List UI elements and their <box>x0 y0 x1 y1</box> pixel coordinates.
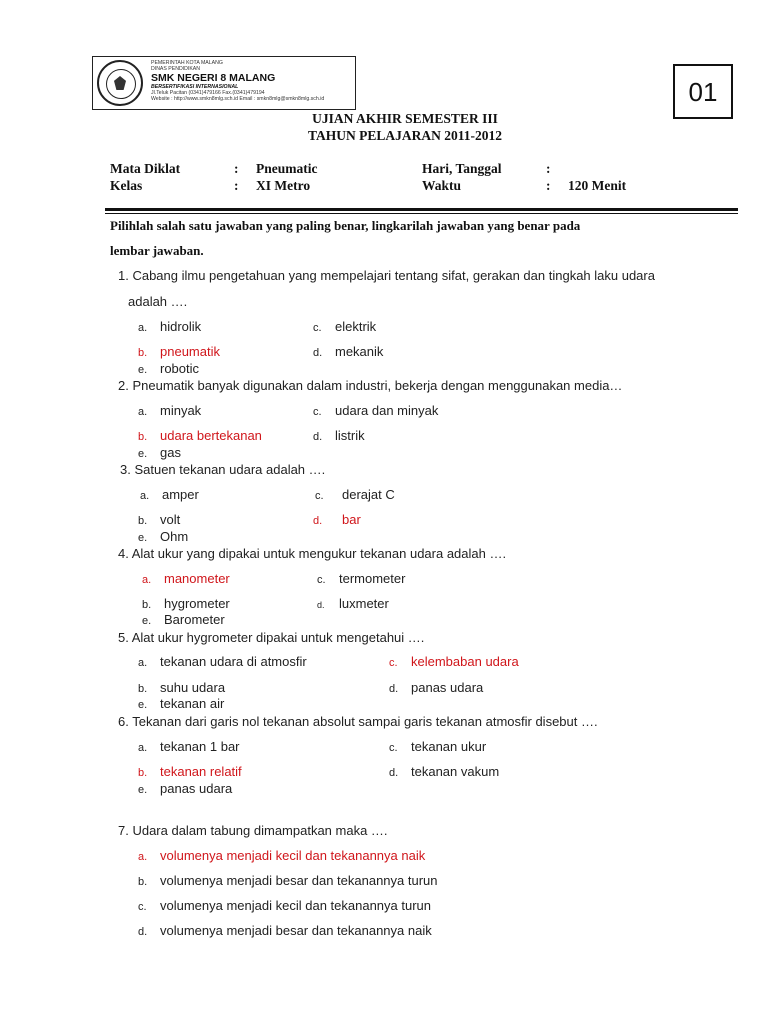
instruction-line: Pilihlah salah satu jawaban yang paling benar, lingkarilah jawaban yang benar pada <box>110 218 581 233</box>
option-letter: b. <box>138 515 148 527</box>
exam-title: UJIAN AKHIR SEMESTER III <box>312 111 498 126</box>
school-logo-icon <box>97 60 143 106</box>
waktu-colon: : <box>546 178 551 193</box>
question-7-text: 7. Udara dalam tabung dimampatkan maka …. <box>118 823 388 838</box>
hari-tanggal-colon: : <box>546 161 551 176</box>
option-letter: e. <box>138 784 148 796</box>
option-letter: c. <box>317 574 326 586</box>
option-letter: a. <box>140 490 150 502</box>
question-3-text: 3. Satuen tekanan udara adalah …. <box>120 462 326 477</box>
letterhead <box>92 56 356 110</box>
option-letter: b. <box>138 683 148 695</box>
option-letter: d. <box>138 926 148 938</box>
option-text: mekanik <box>335 344 384 359</box>
q3-option-a[interactable] <box>140 487 199 502</box>
option-text: udara dan minyak <box>335 403 439 418</box>
question-6-text: 6. Tekanan dari garis nol tekanan absolut sampai garis tekanan atmosfir disebut …. <box>118 714 598 729</box>
option-text: pneumatik <box>160 344 220 359</box>
divider-thin <box>105 213 738 214</box>
q4-option-e[interactable] <box>142 612 225 627</box>
option-letter: c. <box>315 490 324 502</box>
q6-option-a[interactable] <box>138 739 240 754</box>
option-letter: e. <box>138 364 148 376</box>
q2-option-a[interactable] <box>138 403 201 418</box>
option-letter: d. <box>313 431 323 443</box>
mata-diklat-colon: : <box>234 161 239 176</box>
q3-option-e[interactable] <box>138 529 188 544</box>
waktu-label: Waktu <box>422 178 462 193</box>
option-letter: d. <box>313 347 323 359</box>
option-letter: a. <box>142 574 152 586</box>
option-text: hygrometer <box>164 596 230 611</box>
q5-option-b[interactable] <box>138 680 225 695</box>
option-text: Barometer <box>164 612 225 627</box>
hari-tanggal-label: Hari, Tanggal <box>422 161 502 176</box>
question-1-text: 1. Cabang ilmu pengetahuan yang mempelajari tentang sifat, gerakan dan tingkah laku udara <box>118 268 655 283</box>
option-text: tekanan vakum <box>411 764 500 779</box>
option-letter: c. <box>389 657 398 669</box>
address-text: Jl.Teluk Pacitan (0341)479166 Fax.(0341)479194 <box>151 90 265 96</box>
q2-option-b-answer[interactable] <box>138 428 262 443</box>
option-text: tekanan air <box>160 696 225 711</box>
option-letter: b. <box>138 767 148 779</box>
letterhead-text <box>151 60 355 102</box>
q3-option-d-answer[interactable] <box>313 512 361 527</box>
q2-option-d[interactable] <box>313 428 365 443</box>
q4-option-b[interactable] <box>142 596 230 611</box>
kelas-colon: : <box>234 178 239 193</box>
option-letter: c. <box>313 406 322 418</box>
option-text: volumenya menjadi kecil dan tekanannya naik <box>160 848 426 863</box>
option-letter: d. <box>317 600 325 610</box>
option-letter: b. <box>138 876 148 888</box>
option-text: termometer <box>339 571 406 586</box>
question-1-text-cont: adalah …. <box>128 294 188 309</box>
option-letter: e. <box>138 448 148 460</box>
q1-option-d[interactable] <box>313 344 383 359</box>
option-letter: c. <box>313 322 322 334</box>
q1-option-c[interactable] <box>313 319 376 334</box>
option-letter: a. <box>138 406 148 418</box>
letterhead-line: DINAS PENDIDIKAN <box>151 66 201 72</box>
option-text: suhu udara <box>160 680 226 695</box>
option-letter: b. <box>138 347 148 359</box>
option-letter: e. <box>138 532 148 544</box>
option-text: gas <box>160 445 181 460</box>
option-text: hidrolik <box>160 319 202 334</box>
option-text: Ohm <box>160 529 189 544</box>
option-text: volumenya menjadi besar dan tekanannya turun <box>160 873 438 888</box>
option-letter: d. <box>389 683 399 695</box>
option-text: volumenya menjadi besar dan tekanannya naik <box>160 923 432 938</box>
mata-diklat-value: Pneumatic <box>256 161 318 176</box>
option-text: manometer <box>164 571 230 586</box>
q5-option-c-answer[interactable] <box>389 654 519 669</box>
option-text: listrik <box>335 428 365 443</box>
q1-option-a[interactable] <box>138 319 201 334</box>
q3-option-c[interactable] <box>315 487 395 502</box>
option-text: tekanan udara di atmosfir <box>160 654 307 669</box>
option-text: derajat C <box>342 487 395 502</box>
kelas-label: Kelas <box>110 178 143 193</box>
q6-option-d[interactable] <box>389 764 499 779</box>
q5-option-d[interactable] <box>389 680 483 695</box>
q6-option-e[interactable] <box>138 781 232 796</box>
q5-option-a[interactable] <box>138 654 307 669</box>
option-text: udara bertekanan <box>160 428 262 443</box>
q7-option-a-answer[interactable] <box>138 848 425 863</box>
q7-option-d[interactable] <box>138 923 432 938</box>
option-text: tekanan relatif <box>160 764 242 779</box>
q4-option-a-answer[interactable] <box>142 571 230 586</box>
q7-option-b[interactable] <box>138 873 438 888</box>
q7-option-c[interactable] <box>138 898 431 913</box>
option-letter: a. <box>138 657 148 669</box>
option-letter: c. <box>389 742 398 754</box>
option-text: tekanan 1 bar <box>160 739 240 754</box>
exam-code-box: 01 <box>673 64 733 119</box>
q4-option-c[interactable] <box>317 571 405 586</box>
option-letter: d. <box>313 515 323 527</box>
option-text: amper <box>162 487 199 502</box>
option-text: luxmeter <box>339 596 389 611</box>
option-text: volumenya menjadi kecil dan tekanannya turun <box>160 898 432 913</box>
option-letter: b. <box>142 599 152 611</box>
option-letter: e. <box>142 615 152 627</box>
q1-option-e[interactable] <box>138 361 199 376</box>
option-text: kelembaban udara <box>411 654 519 669</box>
certification-text: BERSERTIFIKASI INTERNASIONAL <box>151 84 239 90</box>
option-letter: d. <box>389 767 399 779</box>
option-text: tekanan ukur <box>411 739 487 754</box>
q6-option-b-answer[interactable] <box>138 764 242 779</box>
q4-option-d[interactable] <box>317 596 389 611</box>
question-4-text: 4. Alat ukur yang dipakai untuk mengukur tekanan udara adalah …. <box>118 546 507 561</box>
q1-option-b-answer[interactable] <box>138 344 220 359</box>
exam-year: TAHUN PELAJARAN 2011-2012 <box>307 128 502 143</box>
question-5-text: 5. Alat ukur hygrometer dipakai untuk mengetahui …. <box>118 630 425 645</box>
school-name: SMK NEGERI 8 MALANG <box>151 72 276 84</box>
option-text: minyak <box>160 403 202 418</box>
option-letter: c. <box>138 901 147 913</box>
option-text: panas udara <box>411 680 484 695</box>
q3-option-b[interactable] <box>138 512 180 527</box>
divider-thick <box>105 208 738 211</box>
q2-option-e[interactable] <box>138 445 181 460</box>
option-letter: e. <box>138 699 148 711</box>
q6-option-c[interactable] <box>389 739 486 754</box>
mata-diklat-label: Mata Diklat <box>110 161 181 176</box>
option-letter: a. <box>138 742 148 754</box>
letterhead-line: PEMERINTAH KOTA MALANG <box>151 60 223 66</box>
option-text: bar <box>342 512 361 527</box>
option-text: volt <box>160 512 181 527</box>
option-text: panas udara <box>160 781 233 796</box>
instruction-line: lembar jawaban. <box>110 243 204 258</box>
option-letter: a. <box>138 322 148 334</box>
option-text: elektrik <box>335 319 377 334</box>
question-2-text: 2. Pneumatik banyak digunakan dalam industri, bekerja dengan menggunakan media… <box>118 378 623 393</box>
website-text: Website : http://www.smkn8mlg.sch.id Email : smkn8mlg@smkn8mlg.sch.id <box>151 96 325 102</box>
waktu-value: 120 Menit <box>568 178 627 193</box>
q5-option-e[interactable] <box>138 696 224 711</box>
q2-option-c[interactable] <box>313 403 438 418</box>
option-text: robotic <box>160 361 200 376</box>
option-letter: b. <box>138 431 148 443</box>
kelas-value: XI Metro <box>256 178 311 193</box>
option-letter: a. <box>138 851 148 863</box>
